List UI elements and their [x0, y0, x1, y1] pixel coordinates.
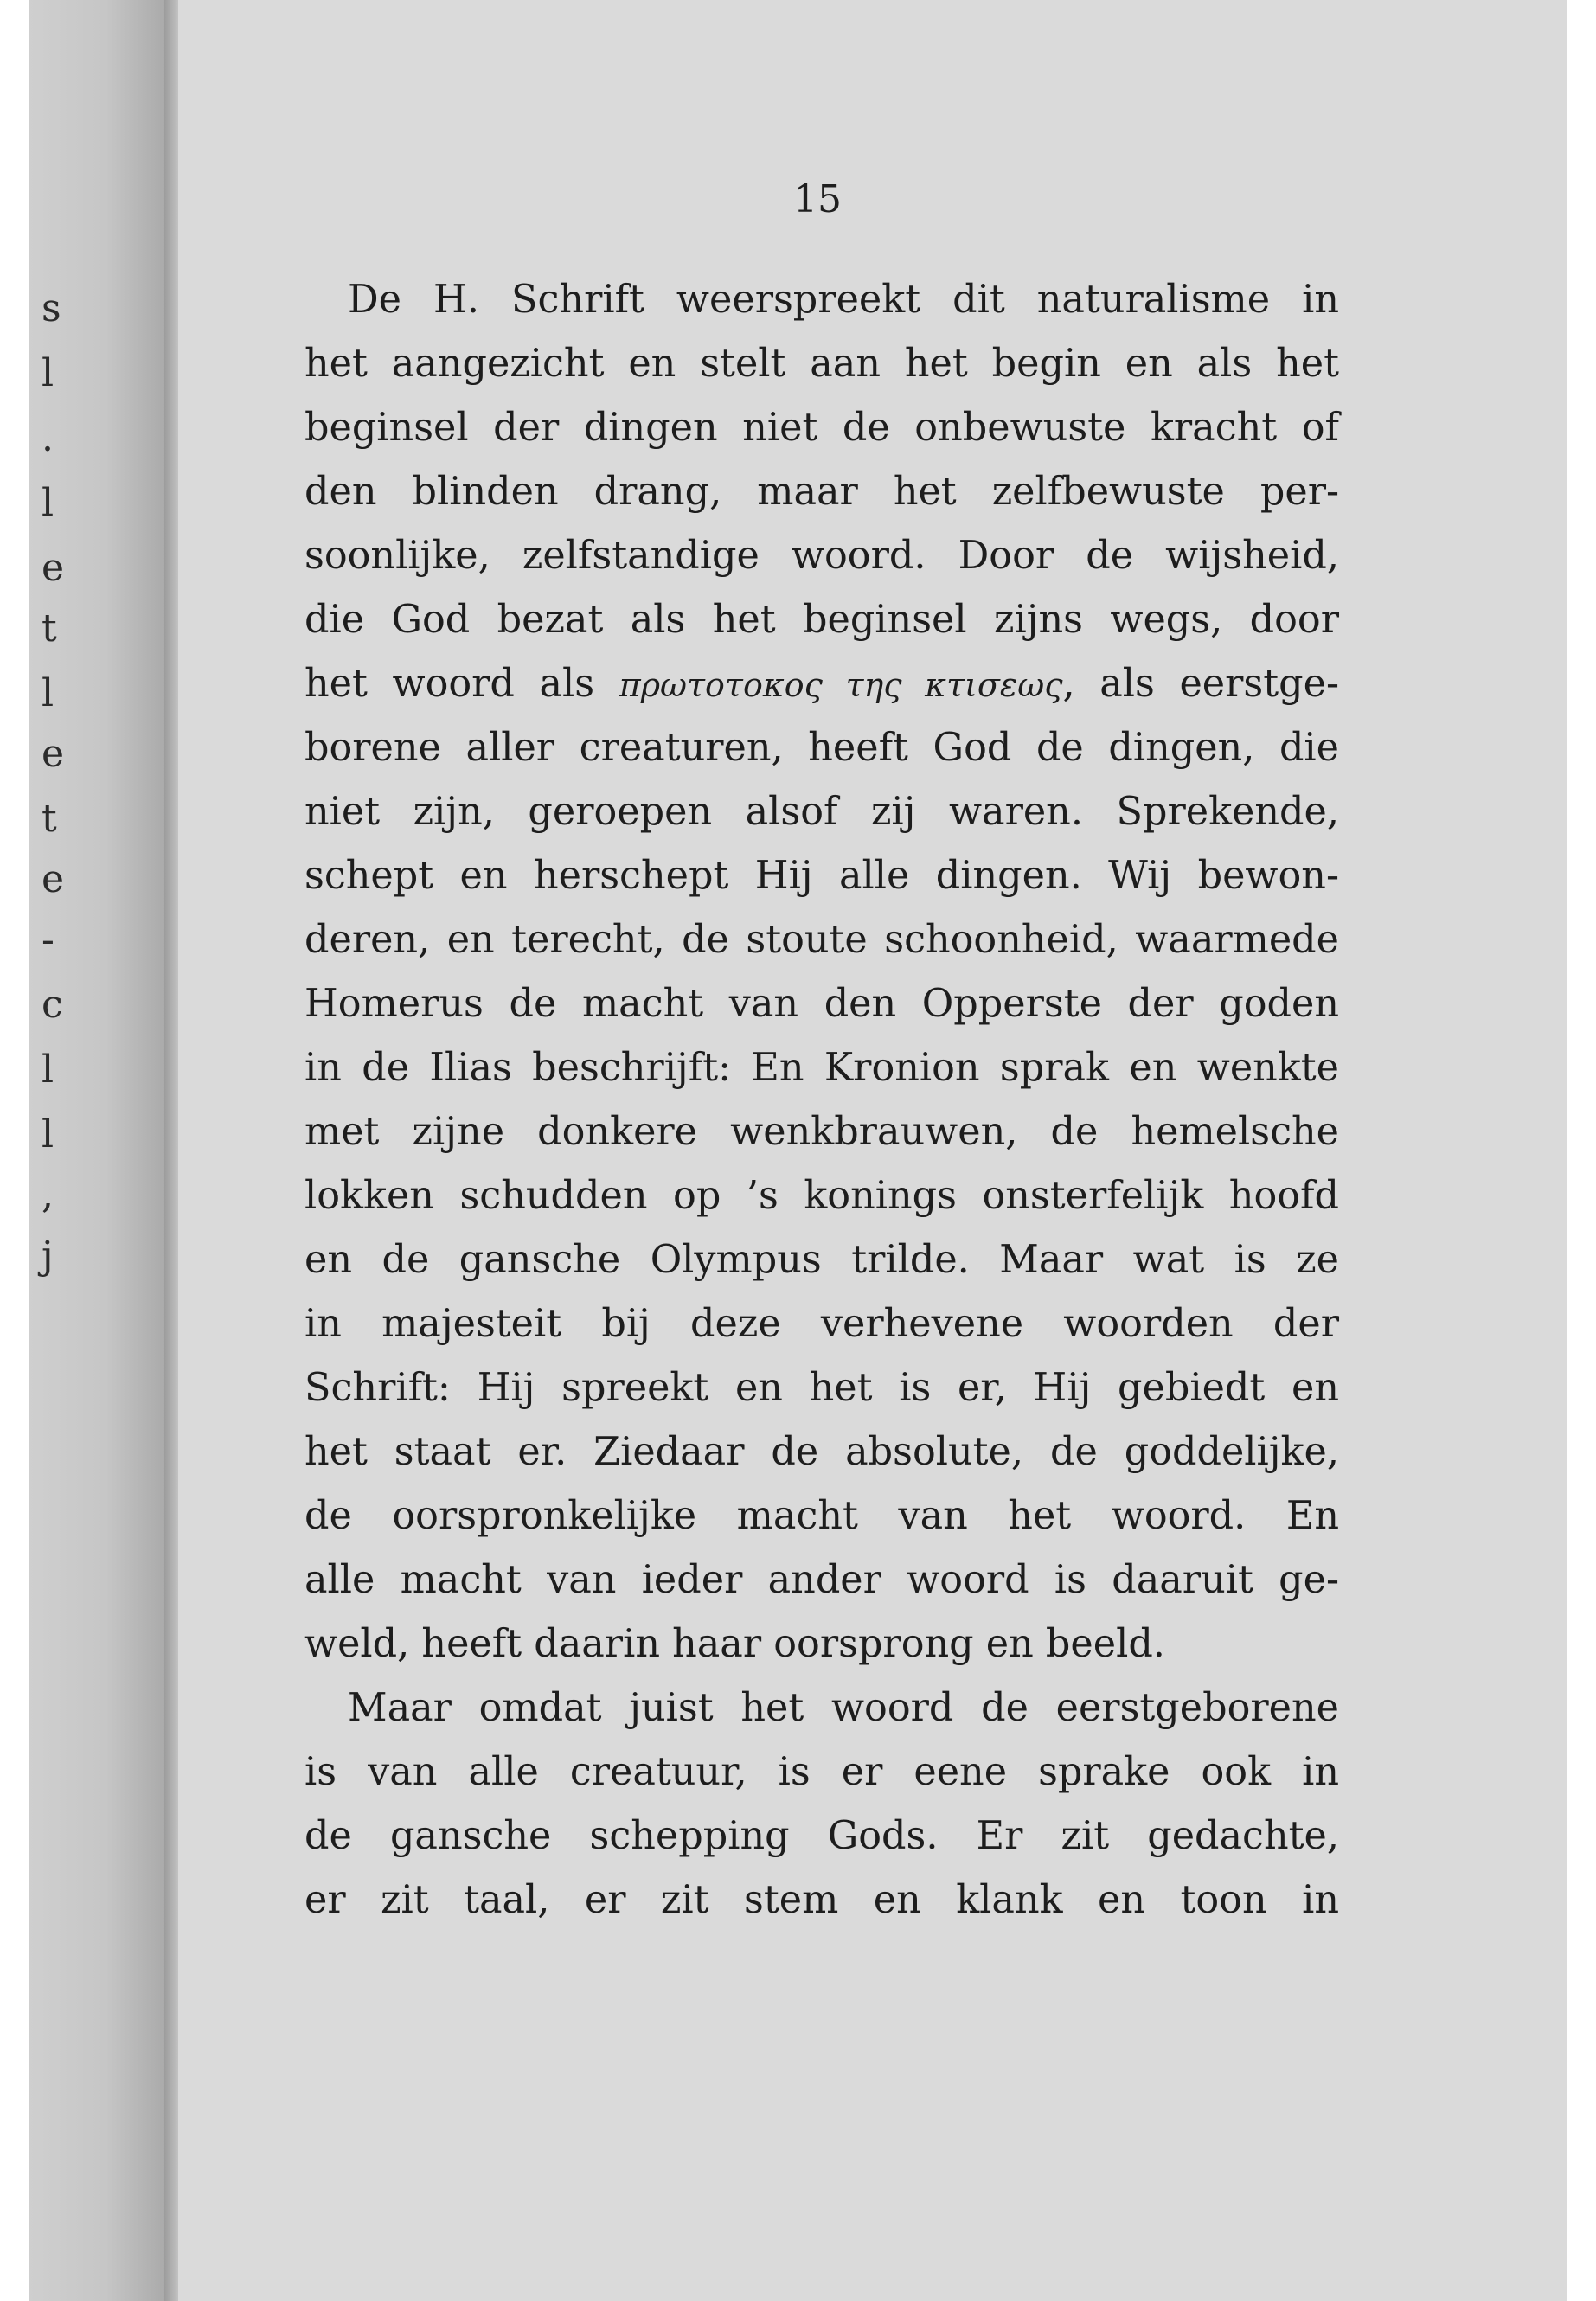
- text-line: en de gansche Olympus trilde. Maar wat is ze: [304, 1238, 1339, 1282]
- margin-letter: e: [42, 732, 65, 776]
- page-number: 15: [793, 177, 842, 221]
- text-line: er zit taal, er zit stem en klank en toon in: [304, 1878, 1339, 1922]
- margin-letter: l: [42, 1112, 54, 1157]
- text-line: weld, heeft daarin haar oorsprong en beeld.: [304, 1622, 1165, 1666]
- text-line: de oorspronkelijke macht van het woord. En: [304, 1494, 1339, 1538]
- margin-letter: s: [42, 286, 61, 330]
- text-line: het aangezicht en stelt aan het begin en als het: [304, 342, 1339, 386]
- text-line: in majesteit bij deze verhevene woorden der: [304, 1302, 1339, 1346]
- body-text: [304, 268, 1339, 1932]
- text-line: Schrift: Hij spreekt en het is er, Hij gebiedt en: [304, 1366, 1339, 1410]
- greek-phrase: πρωτοτοκος της κτισεως: [619, 666, 1063, 704]
- text-line: die God bezat als het beginsel zijns wegs, door: [304, 598, 1339, 642]
- text-line: deren, en terecht, de stoute schoonheid, waarmede: [304, 918, 1339, 962]
- margin-letter: l: [42, 1048, 54, 1092]
- text-line: niet zijn, geroepen alsof zij waren. Sprekende,: [304, 790, 1339, 834]
- text-line: soonlijke, zelfstandige woord. Door de wijsheid,: [304, 534, 1339, 578]
- margin-letter: l: [42, 671, 54, 715]
- facing-page-letters: [29, 0, 64, 2301]
- text-segment: , als eerstge-: [1062, 662, 1339, 706]
- text-line: [304, 652, 1339, 716]
- text-line: Homerus de macht van den Opperste der goden: [304, 982, 1339, 1026]
- margin-letter: e: [42, 857, 65, 901]
- margin-letter: t: [42, 606, 57, 651]
- margin-letter: e: [42, 546, 65, 590]
- text-line: lokken schudden op ’s konings onsterfelijk hoofd: [304, 1174, 1339, 1218]
- text-line: alle macht van ieder ander woord is daaruit ge-: [304, 1558, 1339, 1602]
- text-line: De H. Schrift weerspreekt dit naturalisme in: [348, 278, 1339, 322]
- margin-letter: j: [42, 1234, 54, 1278]
- text-line: schept en herschept Hij alle dingen. Wij bewon-: [304, 854, 1339, 898]
- text-line: is van alle creatuur, is er eene sprake ook in: [304, 1750, 1339, 1794]
- text-segment: het woord als: [304, 662, 619, 706]
- margin-letter: .: [42, 416, 54, 460]
- scan-border: [1567, 0, 1596, 2301]
- text-line: in de Ilias beschrijft: En Kronion sprak en wenkte: [304, 1046, 1339, 1090]
- text-line: de gansche schepping Gods. Er zit gedachte,: [304, 1814, 1339, 1858]
- text-line: borene aller creaturen, heeft God de dingen, die: [304, 726, 1339, 770]
- margin-letter: c: [42, 983, 63, 1027]
- margin-letter: -: [42, 918, 54, 962]
- page-gutter: [164, 0, 178, 2301]
- text-line: beginsel der dingen niet de onbewuste kracht of: [304, 406, 1339, 450]
- text-line: Maar omdat juist het woord de eerstgeborene: [348, 1686, 1339, 1730]
- margin-letter: ,: [42, 1173, 54, 1217]
- margin-letter: l: [42, 351, 54, 395]
- text-line: den blinden drang, maar het zelfbewuste per-: [304, 470, 1339, 514]
- margin-letter: l: [42, 481, 54, 525]
- text-line: met zijne donkere wenkbrauwen, de hemelsche: [304, 1110, 1339, 1154]
- text-line: het staat er. Ziedaar de absolute, de goddelijke,: [304, 1430, 1339, 1474]
- margin-letter: t: [42, 797, 57, 841]
